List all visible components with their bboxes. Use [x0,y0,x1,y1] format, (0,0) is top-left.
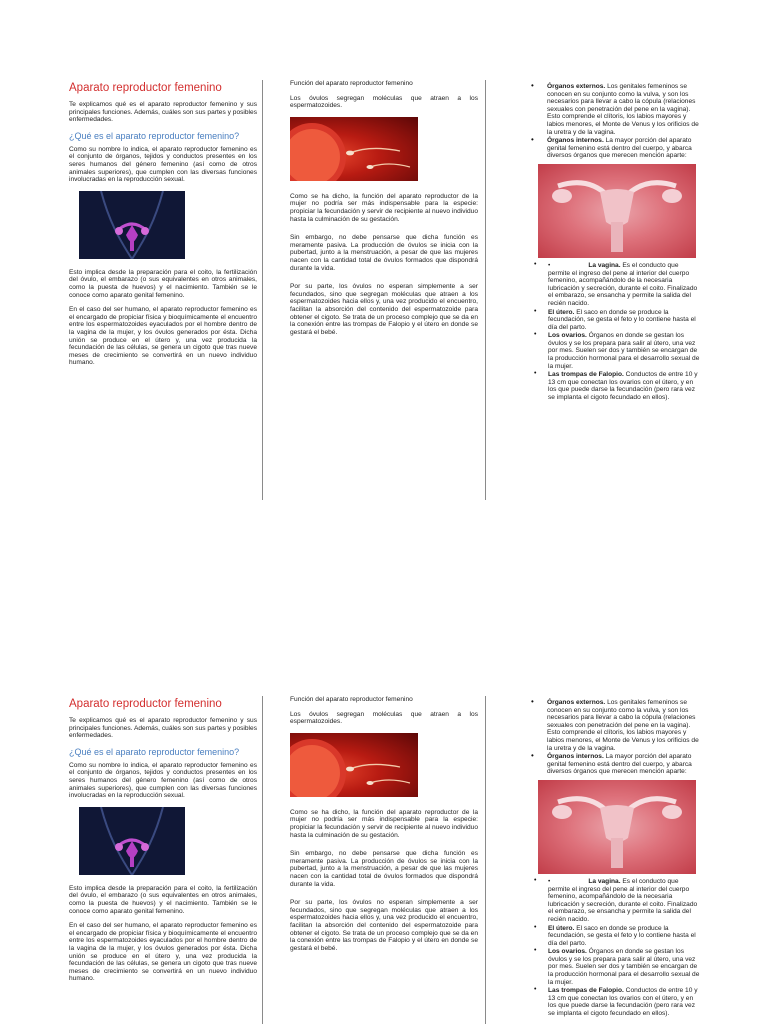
column-1 [69,698,257,990]
column-divider [485,696,486,1024]
list-item: • • La vagina. Es el conducto que permite el ingreso del pene al interior del cuerpo femenino, acompañándolo de la necesaria lubricación y secreción, durante el coito. Finalizado el embarazo, se ensancha y permite la salida del recién nacido. [548,878,700,924]
page-title: Aparato reproductor femenino [69,698,222,710]
document-page-2 [0,696,768,1024]
paragraph: Los óvulos segregan moléculas que atraen a los espermatozoides. [290,94,478,110]
column-2 [290,696,478,959]
organ-list [530,699,700,776]
paragraph: Por su parte, los óvulos no esperan simplemente a ser fecundados, sino que segregan moléculas que atraen a los espermatozoides hacia ellos y, una vez producido el encuentro, facilitan la absorción del contenido del espermatozoide para obtener el cigoto. Se trata de un proceso complejo que se da en la conexión entre las trompas de Falopio y el útero en donde se gestará el bebé. [290,899,478,952]
column-divider [262,696,263,1024]
female-anatomy-illustration [79,807,185,875]
list-item: • Las trompas de Falopio. Conductos de entre 10 y 13 cm que conectan los ovarios con el útero, y en los que puede darse la fecundación (pero rara vez se implanta el cigoto fecundado en ellos). [548,371,700,401]
intro-paragraph: Te explicamos qué es el aparato reproductor femenino y sus principales funciones. Además, cuáles son sus partes y posibles enfermedades. [69,717,257,740]
intro-paragraph: Te explicamos qué es el aparato reproductor femenino y sus principales funciones. Además, cuáles son sus partes y posibles enfermedades. [69,101,257,124]
paragraph: En el caso del ser humano, el aparato reproductor femenino es el encargado de propiciar física y bioquímicamente el encuentro entre los espermatozoides eyaculados por el hombre dentro de la vagina de la mujer, y los óvulos generados por ésta. Dicha unión se produce en el útero y, una vez producida la fecundación de las células, se genera un cigoto que tras nueve meses de crecimiento se convertirá en un nuevo individuo humano. [69,306,257,367]
column-divider [262,80,263,500]
list-item: • El útero. El saco en donde se produce la fecundación, se gesta el feto y lo contiene hasta el día del parto. [548,925,700,948]
female-anatomy-illustration [79,191,185,259]
page-title: Aparato reproductor femenino [69,82,222,94]
section-heading: Función del aparato reproductor femenino [290,80,413,87]
list-item: • El útero. El saco en donde se produce la fecundación, se gesta el feto y lo contiene hasta el día del parto. [548,309,700,332]
ovum-sperm-illustration [290,117,418,181]
ovum-sperm-illustration [290,733,418,797]
paragraph: Esto implica desde la preparación para el coito, la fertilización del óvulo, el embarazo (o sus equivalentes en otros animales, como la puesta de huevos) y el nacimiento. También se le conoce como aparato genital femenino. [69,268,257,299]
column-3 [530,83,700,403]
uterus-illustration [538,164,696,258]
list-item: • Órganos externos. Los genitales femeninos se conocen en su conjunto como la vulva, y son los necesarios para llevar a cabo la cópula (relaciones sexuales con penetración del pene en la vagina). Esto comprende el clítoris, los labios mayores y labios menores, el Monte de Venus y los orificios de la uretra y de la vagina. [547,83,700,136]
column-divider [485,80,486,500]
section-subtitle: ¿Qué es el aparato reproductor femenino? [69,130,240,141]
list-item: • • La vagina. Es el conducto que permite el ingreso del pene al interior del cuerpo femenino, acompañándolo de la necesaria lubricación y secreción, durante el coito. Finalizado el embarazo, se ensancha y permite la salida del recién nacido. [548,262,700,308]
internal-organ-list [530,878,700,1018]
list-item: • Las trompas de Falopio. Conductos de entre 10 y 13 cm que conectan los ovarios con el útero, y en los que puede darse la fecundación (pero rara vez se implanta el cigoto fecundado en ellos). [548,987,700,1017]
paragraph: Sin embargo, no debe pensarse que dicha función es meramente pasiva. La producción de óvulos se inicia con la pubertad, junto a la menstruación, a pesar de que las mujeres nacen con la cantidad total de óvulos formados que dispondrá durante la vida. [290,234,478,272]
paragraph: Como se ha dicho, la función del aparato reproductor de la mujer no podría ser más indispensable para la especie: propiciar la fecundación y servir de recipiente al nuevo individuo hasta la culminación de su gestación. [290,808,478,839]
paragraph: Como se ha dicho, la función del aparato reproductor de la mujer no podría ser más indispensable para la especie: propiciar la fecundación y servir de recipiente al nuevo individuo hasta la culminación de su gestación. [290,192,478,223]
uterus-illustration [538,780,696,874]
document-page-1 [0,80,768,692]
column-2 [290,80,478,343]
paragraph: Como su nombre lo indica, el aparato reproductor femenino es el conjunto de órganos, tejidos y conductos presentes en los seres humanos del género femenino (así como de otros animales superiores), que cumplen con las diversas funciones involucradas en la reproducción sexual. [69,761,257,800]
list-item: • Los ovarios. Órganos en donde se gestan los óvulos y se los prepara para salir al útero, una vez por mes. Suelen ser dos y también se encargan de la producción hormonal para el desarrollo sexual de la mujer. [548,948,700,986]
internal-organ-list [530,262,700,402]
list-item: • Los ovarios. Órganos en donde se gestan los óvulos y se los prepara para salir al útero, una vez por mes. Suelen ser dos y también se encargan de la producción hormonal para el desarrollo sexual de la mujer. [548,332,700,370]
paragraph: Los óvulos segregan moléculas que atraen a los espermatozoides. [290,710,478,726]
paragraph: En el caso del ser humano, el aparato reproductor femenino es el encargado de propiciar física y bioquímicamente el encuentro entre los espermatozoides eyaculados por el hombre dentro de la vagina de la mujer, y los óvulos generados por ésta. Dicha unión se produce en el útero y, una vez producida la fecundación de las células, se genera un cigoto que tras nueve meses de crecimiento se convertirá en un nuevo individuo humano. [69,922,257,983]
list-item: • Órganos externos. Los genitales femeninos se conocen en su conjunto como la vulva, y son los necesarios para llevar a cabo la cópula (relaciones sexuales con penetración del pene en la vagina). Esto comprende el clítoris, los labios mayores y labios menores, el Monte de Venus y los orificios de la uretra y de la vagina. [547,699,700,752]
paragraph: Sin embargo, no debe pensarse que dicha función es meramente pasiva. La producción de óvulos se inicia con la pubertad, junto a la menstruación, a pesar de que las mujeres nacen con la cantidad total de óvulos formados que dispondrá durante la vida. [290,850,478,888]
section-heading: Función del aparato reproductor femenino [290,696,413,703]
list-item: • Órganos internos. La mayor porción del aparato genital femenino está dentro del cuerpo, y abarca diversos órganos que merecen mención aparte: [547,753,700,776]
paragraph: Como su nombre lo indica, el aparato reproductor femenino es el conjunto de órganos, tejidos y conductos presentes en los seres humanos del género femenino (así como de otros animales superiores), que cumplen con las diversas funciones involucradas en la reproducción sexual. [69,145,257,184]
organ-list [530,83,700,160]
list-item: • Órganos internos. La mayor porción del aparato genital femenino está dentro del cuerpo, y abarca diversos órganos que merecen mención aparte: [547,137,700,160]
paragraph: Esto implica desde la preparación para el coito, la fertilización del óvulo, el embarazo (o sus equivalentes en otros animales, como la puesta de huevos) y el nacimiento. También se le conoce como aparato genital femenino. [69,884,257,915]
section-subtitle: ¿Qué es el aparato reproductor femenino? [69,746,240,757]
paragraph: Por su parte, los óvulos no esperan simplemente a ser fecundados, sino que segregan moléculas que atraen a los espermatozoides hacia ellos y, una vez producido el encuentro, facilitan la absorción del contenido del espermatozoide para obtener el cigoto. Se trata de un proceso complejo que se da en la conexión entre las trompas de Falopio y el útero en donde se gestará el bebé. [290,283,478,336]
column-3 [530,699,700,1019]
column-1 [69,82,257,374]
